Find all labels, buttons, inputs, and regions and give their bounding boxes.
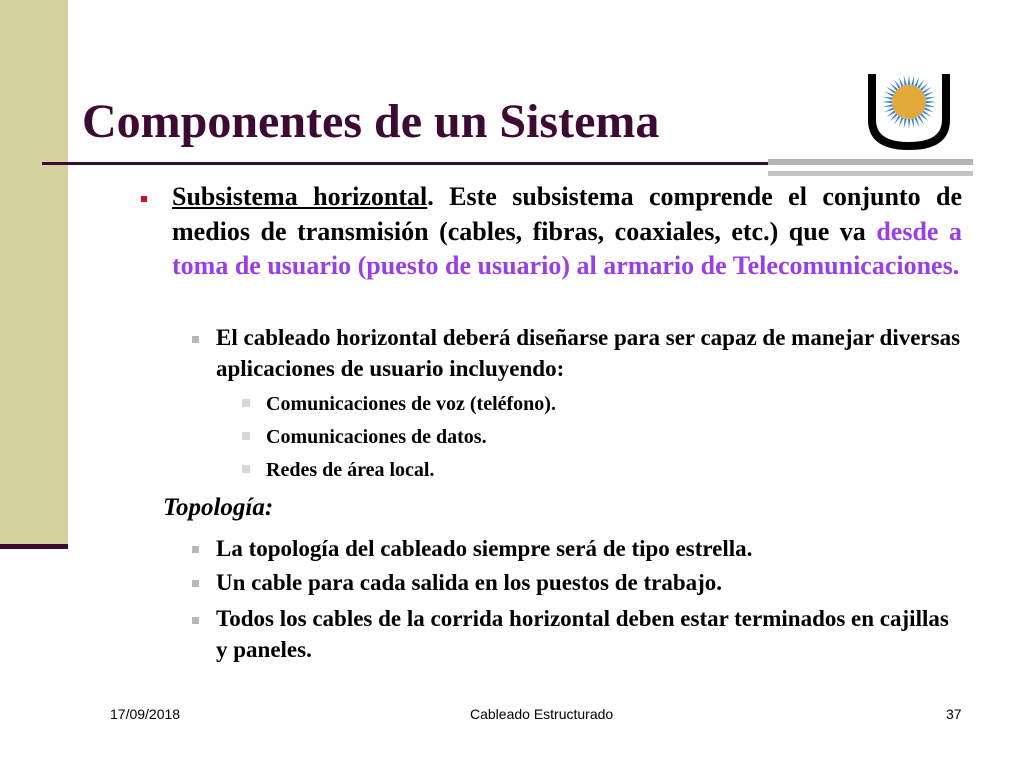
- footer-date: 17/09/2018: [110, 706, 181, 722]
- square-bullet-icon: [242, 399, 250, 407]
- square-bullet-icon: [192, 546, 199, 553]
- list-item: La topología del cableado siempre será de tipo estrella.: [216, 536, 753, 561]
- footer-title: Cableado Estructurado: [470, 706, 614, 722]
- square-bullet-icon: [192, 617, 199, 624]
- list-item: El cableado horizontal deberá diseñarse para ser capaz de manejar diversas aplicaciones de usuario incluyendo:: [216, 325, 961, 381]
- intro-body: . Este subsistema comprende el conjunto de medios de transmisión (cables, fibras, coaxiales, etc.) que va: [172, 182, 962, 246]
- square-bullet-icon: [242, 465, 250, 473]
- slide-title: Componentes de un Sistema: [82, 95, 660, 148]
- list-item: Comunicaciones de voz (teléfono).: [266, 393, 556, 415]
- square-bullet-icon: [242, 432, 250, 440]
- square-bullet-icon: [141, 196, 147, 202]
- list-item: Todos los cables de la corrida horizontal deben estar terminados en cajillas y paneles.: [216, 606, 949, 662]
- list-item: Redes de área local.: [266, 459, 435, 481]
- topology-heading: Topología:: [163, 494, 274, 521]
- intro-highlight: desde a toma de usuario (puesto de usuario) al armario de Telecomunicaciones.: [172, 216, 962, 280]
- square-bullet-icon: [192, 336, 199, 343]
- list-item: Comunicaciones de datos.: [266, 426, 487, 448]
- intro-paragraph: [172, 180, 962, 284]
- square-bullet-icon: [192, 580, 199, 587]
- page-number: 37: [946, 706, 962, 722]
- intro-term: Subsistema horizontal: [172, 182, 428, 211]
- list-item: Un cable para cada salida en los puestos de trabajo.: [216, 570, 723, 595]
